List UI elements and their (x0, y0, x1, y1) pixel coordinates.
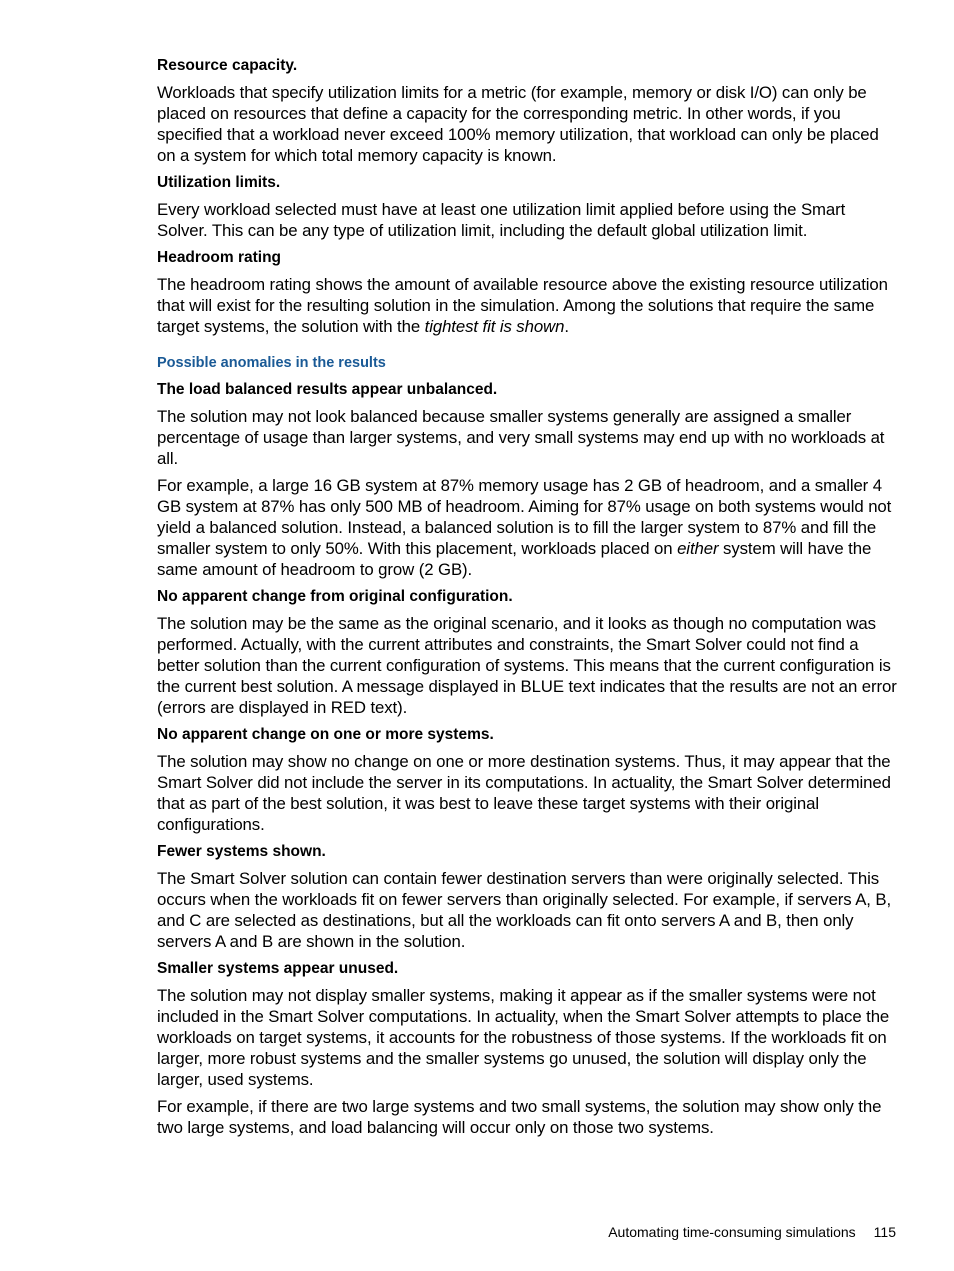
unbalanced-heading: The load balanced results appear unbalanced. (157, 381, 498, 398)
unbalanced-paragraph-1: The solution may not look balanced because smaller systems generally are assigned a smaller percentage of usage than larger systems, and very small systems may end up with no workloads at all. (157, 407, 885, 468)
headroom-text-post: . (564, 317, 569, 336)
smaller-unused-paragraph-2: For example, if there are two large systems and two small systems, the solution may show only the two large systems, and load balancing will occur only on those two systems. (157, 1097, 882, 1137)
no-change-systems-heading: No apparent change on one or more systems. (157, 726, 494, 743)
unbalanced-paragraph-2 (157, 475, 899, 580)
resource-capacity-heading: Resource capacity. (157, 57, 298, 74)
page-content (157, 55, 899, 1144)
smaller-unused-paragraph-1: The solution may not display smaller systems, making it appear as if the smaller systems were not included in the Smart Solver computations. In actuality, when the Smart Solver attempts to place the workloads on target systems, it accounts for the robustness of those systems. If the workloads fit on larger, more robust systems and the smaller systems go unused, the solution will display only the larger, used systems. (157, 986, 890, 1089)
headroom-rating-heading: Headroom rating (157, 249, 282, 266)
resource-capacity-paragraph: Workloads that specify utilization limits for a metric (for example, memory or disk I/O) can only be placed on resources that define a capacity for the corresponding metric. In other words, if you specified that a workload never exceed 100% memory utilization, that workload can only be placed on a system for which total memory capacity is known. (157, 83, 879, 165)
no-change-config-paragraph: The solution may be the same as the original scenario, and it looks as though no computation was performed. Actually, with the current attributes and constraints, the Smart Solver could not find a better solution than the current configuration of systems. This means that the current configuration is the current best solution. A message displayed in BLUE text indicates that the results are not an error (errors are displayed in RED text). (157, 614, 897, 717)
unbalanced-text-emphasis: either (677, 539, 719, 558)
utilization-limits-heading: Utilization limits. (157, 174, 281, 191)
headroom-text-emphasis: tightest fit is shown (424, 317, 565, 336)
page-footer (608, 1222, 896, 1242)
unbalanced-text-post: system will have the same amount of headroom to grow (2 GB). (157, 539, 872, 579)
section-title-anomalies: Possible anomalies in the results (157, 355, 386, 371)
footer-chapter-title: Automating time-consuming simulations (608, 1224, 856, 1240)
fewer-systems-heading: Fewer systems shown. (157, 843, 326, 860)
no-change-systems-paragraph: The solution may show no change on one or more destination systems. Thus, it may appear that the Smart Solver did not include the server in its computations. In actuality, the Smart Solver determined that as part of the best solution, it was best to leave these target systems with their original configurations. (157, 752, 891, 834)
no-change-config-heading: No apparent change from original configuration. (157, 588, 513, 605)
smaller-unused-heading: Smaller systems appear unused. (157, 960, 399, 977)
page-number: 115 (873, 1224, 896, 1240)
headroom-text-pre: The headroom rating shows the amount of available resource above the existing resource utilization that will exist for the resulting solution in the simulation. Among the solutions that require the same target systems, the solution with the (157, 275, 888, 336)
utilization-limits-paragraph: Every workload selected must have at least one utilization limit applied before using the Smart Solver. This can be any type of utilization limit, including the default global utilization limit. (157, 200, 846, 240)
headroom-rating-paragraph (157, 274, 899, 337)
unbalanced-text-pre: For example, a large 16 GB system at 87% memory usage has 2 GB of headroom, and a smaller 4 GB system at 87% has only 500 MB of headroom. Aiming for 87% usage on both systems would not yield a balanced solution. Instead, a balanced solution is to fill the larger system to 87% and fill the smaller system to only 50%. With this placement, workloads placed on (157, 476, 892, 558)
fewer-systems-paragraph: The Smart Solver solution can contain fewer destination servers than were originally selected. This occurs when the workloads fit on fewer servers than originally selected. For example, if servers A, B, and C are selected as destinations, but all the workloads can fit onto servers A and B, then only servers A and B are shown in the solution. (157, 869, 892, 951)
